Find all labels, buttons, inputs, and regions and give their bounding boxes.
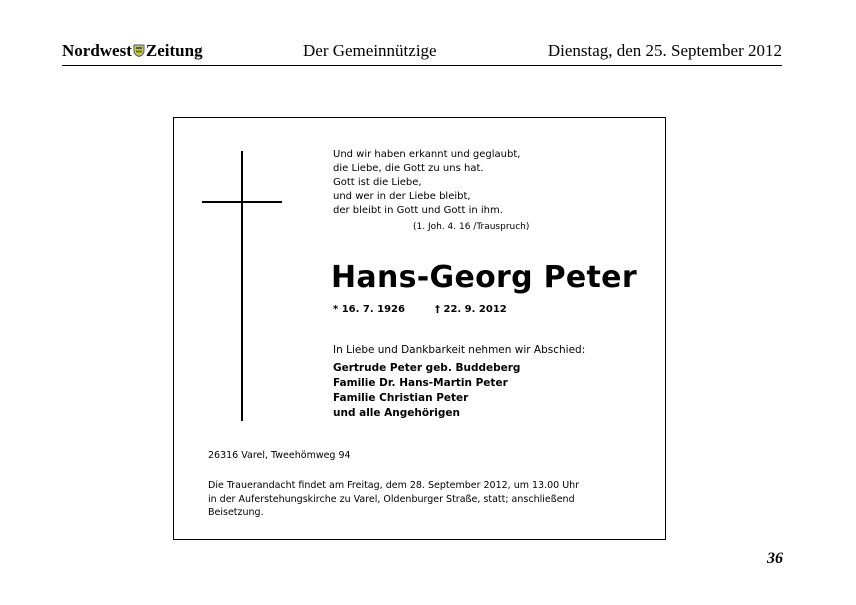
- cross-icon-horizontal: [202, 201, 282, 203]
- farewell-intro: In Liebe und Dankbarkeit nehmen wir Abschied:: [333, 344, 586, 356]
- issue-date: Dienstag, den 25. September 2012: [547, 41, 782, 60]
- service-line: Die Trauerandacht findet am Freitag, dem 28. September 2012, um 13.00 Uhr: [208, 480, 580, 491]
- mourner: Familie Christian Peter: [333, 392, 469, 404]
- mourner: Gertrude Peter geb. Buddeberg: [333, 362, 521, 374]
- verse-line: Und wir haben erkannt und geglaubt,: [333, 149, 521, 160]
- family-address: 26316 Varel, Tweehömweg 94: [208, 450, 351, 461]
- mourner: und alle Angehörigen: [333, 407, 460, 419]
- life-dates: [333, 304, 507, 315]
- deceased-name: Hans-Georg Peter: [331, 260, 637, 295]
- mourner: Familie Dr. Hans-Martin Peter: [333, 377, 508, 389]
- nwz-crest-icon: [133, 44, 145, 57]
- newspaper-name: [62, 41, 203, 61]
- verse-line: die Liebe, die Gott zu uns hat.: [333, 163, 484, 174]
- verse-line: Gott ist die Liebe,: [333, 177, 422, 188]
- newspaper-name-part1: Nordwest: [62, 41, 132, 60]
- page-number: 36: [767, 550, 783, 567]
- bible-verse: [333, 148, 520, 218]
- mourners-list: [333, 361, 520, 421]
- obituary-notice: [173, 117, 666, 540]
- verse-line: und wer in der Liebe bleibt,: [333, 191, 471, 202]
- verse-reference: (1. Joh. 4. 16 /Trauspruch): [413, 222, 530, 232]
- cross-icon-vertical: [241, 151, 243, 421]
- verse-line: der bleibt in Gott und Gott in ihm.: [333, 205, 503, 216]
- birth-date: * 16. 7. 1926: [333, 304, 405, 315]
- section-title: Der Gemeinnützige: [303, 41, 437, 60]
- newspaper-name-part2: Zeitung: [145, 41, 203, 60]
- service-line: in der Auferstehungskirche zu Varel, Oldenburger Straße, statt; anschließend: [208, 493, 575, 505]
- death-date: † 22. 9. 2012: [435, 304, 507, 315]
- service-line: Beisetzung.: [208, 507, 264, 518]
- service-info: [208, 479, 638, 520]
- masthead: [62, 41, 782, 66]
